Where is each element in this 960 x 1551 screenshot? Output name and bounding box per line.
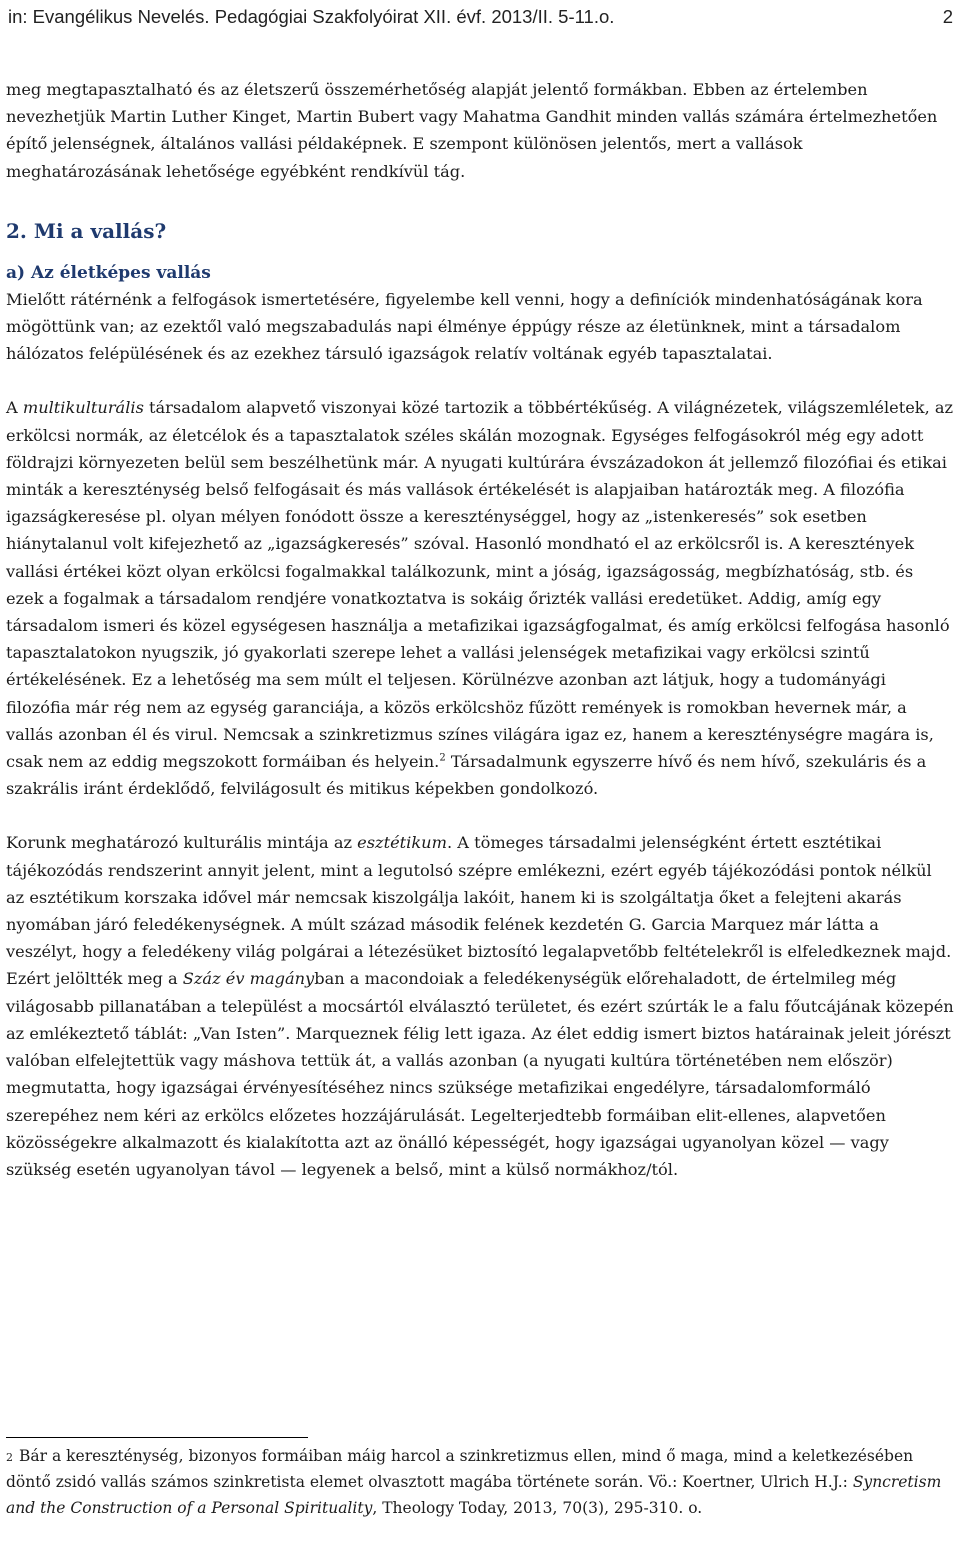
para2-main: társadalom alapvető viszonyai közé tartozik a többértékűség. A világnézetek, világszemléletek, az erkölcsi normák, az életcélok és a tapasztalatok széles skálán mozognak. Egységes felfogásokról még egy adott földrajzi környezeten belül sem beszélhetünk már. A nyugati kultúrára évszázadokon át jellemző filozófiai és etikai minták a kereszténység belső felfogásait és más vallások értékelését is alapjaiban határozták meg. A filozófia igazságkeresése pl. olyan mélyen fonódott össze a kereszténységgel, hogy az „istenkeresés” sok esetben hiánytalanul volt kifejezhető az „igazságkeresés” szóval. Hasonló mondható el az erkölcsről is. A keresztények vallási értékei közt olyan erkölcsi fogalmakkal találkozunk, mint a jóság, igazságosság, megbízhatóság, stb. és ezek a fogalmak a társadalom rendjére vonatkoztatva is sokáig őrizték vallási eredetüket. Addig, amíg egy társadalom ismeri és közel egységesen használja a metafizikai igazságfogalmat, és amíg erkölcsi felfogása hasonló tapasztalatokon nyugszik, jó gyakorlati szerepe lehet a vallási jelenségek metafizikai vagy erkölcsi szintű értékelésének. Ez a lehetőség ma sem múlt el teljesen. Körülnézve azonban azt látjuk, hogy a tudományági filozófia már rég nem az egység garanciája, a közös erkölcshöz fűzött remények is romokban hevernek már, a vallás azonban él és virul. Nemcsak a szinkretizmus színes világára igaz ez, hanem a kereszténységre magára is, csak nem az eddig megszokott formáiban és helyein. <box>6 398 954 772</box>
para3-italic-esztetikum: esztétikum <box>357 833 447 853</box>
para2-post: Társadalmunk egyszerre hívő és nem hívő, szekuláris és a szakrális iránt érdeklődő, felvilágosult és mitikus képekben gondolkozó. <box>6 752 927 799</box>
para3-mid: . A tömeges társadalmi jelenségként értett esztétikai tájékozódás rendszerint annyit jelent, mint a legutolsó szépre emlékezni, ezért egyéb tájékozódási pontok nélkül az esztétikum korszaka idővel már nemcsak kiszolgálja lakóit, hanem ki is szolgáltatja őket a felejteni akarás nyomában járó feledékenységnek. A múlt század második felének kezdetén G. Garcia Marquez már látta a veszélyt, hogy a feledékeny világ polgárai a létezésüket biztosító legalapvetőbb feltételekről is elfeledkeznek majd. Ezért jelöltték meg a <box>6 833 952 989</box>
footnote-mark: 2 <box>6 1451 13 1464</box>
article-body <box>6 76 954 1183</box>
footnote-divider <box>6 1437 308 1438</box>
para2-pre: A <box>6 398 23 418</box>
footnote-text <box>6 1443 954 1521</box>
footnote-text-1: Bár a kereszténység, bizonyos formáiban máig harcol a szinkretizmus ellen, mind ő maga, mind a keletkezésében döntő zsidó vallás számos szinkretista elemet olvasztott magába története során. Vö.: Koertner, Ulrich H.J.: <box>6 1447 914 1491</box>
paragraph-definitions: Mielőtt rátérnénk a felfogások ismertetésére, figyelembe kell venni, hogy a definíciók mindenhatóságának kora mögöttünk van; az ezektől való megszabadulás napi élménye éppúgy része az életünknek, mint a társadalom hálózatos felépülésének és az ezekhez társuló igazságok relatív voltának egyéb tapasztalatai. <box>6 289 923 364</box>
journal-citation: in: Evangélikus Nevelés. Pedagógiai Szakfolyóirat XII. évf. 2013/II. 5-11.o. <box>8 6 615 27</box>
footnote-text-2: , Theology Today, 2013, 70(3), 295-310. o. <box>372 1499 703 1517</box>
running-header <box>8 4 953 30</box>
footnote-italic-title: Syncretism and the Construction of a Personal Spirituality <box>6 1473 942 1517</box>
para3-post: ban a macondoiak a feledékenységük előrehaladott, de értelmileg még világosabb pillanatában a települést a mocsártól elválasztó területet, és ezért szúrták le a falu főutcájának közepén az emlékeztető táblát: „Van Isten”. Marqueznek félig lett igaza. Az élet eddig ismert biztos határainak jeleit jórészt valóban elfelejtettük vagy máshova tettük át, a vallás azonban (a nyugati kultúra történetében nem először) megmutatta, hogy igazságai érvényesítéséhez nincs szüksége metafizikai engedélyre, társadalomformáló szerepéhez nem kéri az erkölcs előzetes hozzájárulását. Legelterjedtebb formáiban elit-ellenes, alapvetően közösségekre alkalmazott és kialakította azt az önálló képességét, hogy igazságai ugyanolyan közel — vagy szükség esetén ugyanolyan távol — legyenek a belső, mint a külső normákhoz/tól. <box>6 969 954 1179</box>
paragraph-aesthetics <box>6 829 954 1183</box>
para3-pre: Korunk meghatározó kulturális mintája az <box>6 833 358 853</box>
section-heading: 2. Mi a vallás? <box>6 218 167 243</box>
footnote-ref[interactable]: 2 <box>439 752 446 764</box>
intro-paragraph: meg megtapasztalható és az életszerű összemérhetőség alapját jelentő formákban. Ebben az értelemben nevezhetjük Martin Luther Kinget, Martin Bubert vagy Mahatma Gandhit minden vallás számára értelmezhetően építő jelenségnek, általános vallási példaképnek. E szempont különösen jelentős, mert a vallások meghatározásának lehetősége egyébként rendkívül tág. <box>6 80 938 181</box>
para2-italic: multikulturális <box>22 398 144 418</box>
paragraph-multicultural <box>6 394 954 802</box>
para3-italic-title: Száz év magány <box>182 969 315 989</box>
subsection-heading: a) Az életképes vallás <box>6 262 211 283</box>
page-number: 2 <box>942 6 953 27</box>
footnote <box>6 1443 954 1521</box>
